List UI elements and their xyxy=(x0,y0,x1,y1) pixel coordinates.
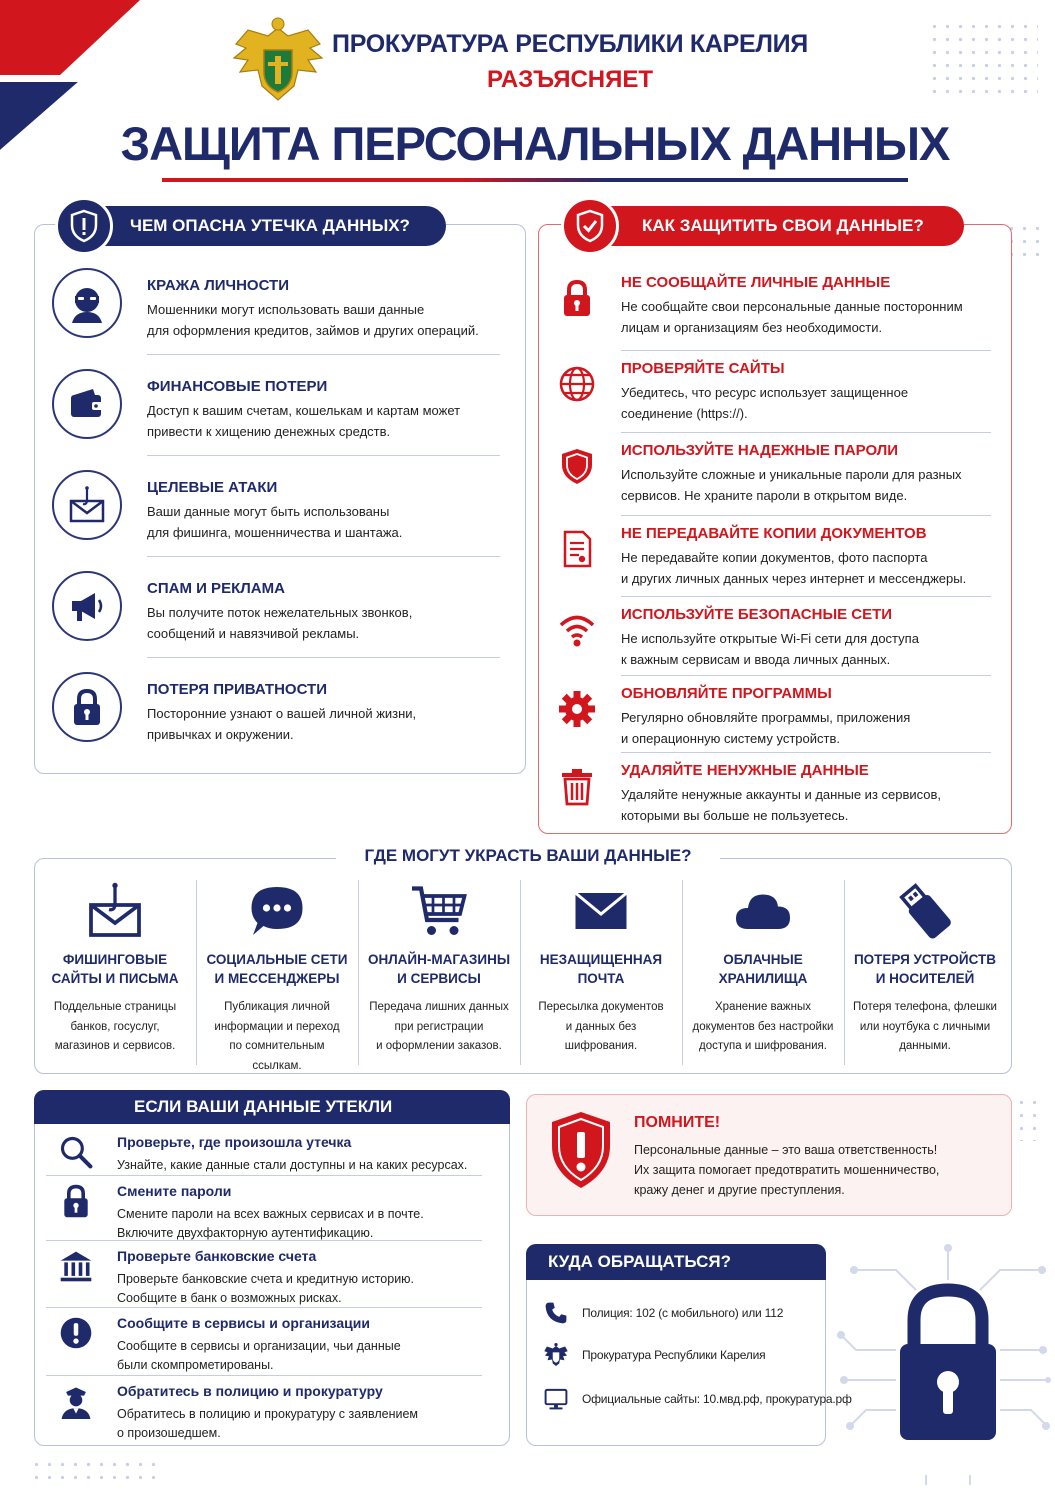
divider xyxy=(621,675,991,676)
item-text: Посторонние узнают о вашей личной жизни, привычках и окружении. xyxy=(147,706,417,742)
where-item xyxy=(844,880,1006,1057)
header-subtitle: РАЗЪЯСНЯЕТ xyxy=(486,66,654,93)
item-text: Не сообщайте свои персональные данные посторонним лицам и организациям без необходимости. xyxy=(621,299,963,335)
divider xyxy=(358,880,359,1065)
contact-icon xyxy=(543,1386,569,1412)
item-heading: Обратитесь в полицию и прокуратуру xyxy=(117,1383,383,1399)
item-text: Сообщите в сервисы и организации, чьи данные были скомпрометированы. xyxy=(117,1339,401,1372)
item-text: Используйте сложные и уникальные пароли для разных сервисов. Не храните пароли в открытом виде. xyxy=(621,467,962,503)
divider xyxy=(196,880,197,1065)
wifi-icon xyxy=(557,610,597,650)
title-underline xyxy=(162,178,908,182)
leak-icon xyxy=(58,1315,94,1351)
item-heading: Проверьте, где произошла утечка xyxy=(117,1134,352,1150)
thief-icon xyxy=(67,283,107,323)
protect-item xyxy=(621,606,1001,670)
leak-item xyxy=(117,1315,497,1375)
item-text: Смените пароли на всех важных сервисах и в почте. Включите двухфакторную аутентификацию. xyxy=(117,1207,424,1240)
megaphone-icon xyxy=(67,586,107,626)
protect-icon xyxy=(557,529,597,569)
leak-item xyxy=(117,1134,497,1175)
where-icon xyxy=(520,880,682,942)
leak-header: ЕСЛИ ВАШИ ДАННЫЕ УТЕКЛИ xyxy=(34,1090,510,1124)
contact-icon xyxy=(543,1300,569,1326)
where-title: ГДЕ МОГУТ УКРАСТЬ ВАШИ ДАННЫЕ? xyxy=(336,846,720,866)
danger-icon-badge xyxy=(52,470,122,540)
danger-item xyxy=(147,681,507,745)
contact-text: Полиция: 102 (с мобильного) или 112 xyxy=(582,1306,784,1320)
protect-item xyxy=(621,442,1001,506)
divider xyxy=(46,1240,482,1241)
divider xyxy=(621,432,991,433)
item-text: Удаляйте ненужные аккаунты и данные из сервисов, которыми вы больше не пользуетесь. xyxy=(621,787,942,823)
where-icon xyxy=(844,880,1006,942)
cloud-icon xyxy=(733,881,793,941)
contact-icon xyxy=(543,1342,569,1368)
protect-item xyxy=(621,360,1001,424)
cart-icon xyxy=(409,881,469,941)
item-heading: ФИНАНСОВЫЕ ПОТЕРИ xyxy=(147,378,328,395)
contacts-header: КУДА ОБРАЩАТЬСЯ? xyxy=(526,1244,826,1280)
danger-icon-badge xyxy=(52,571,122,641)
danger-item xyxy=(147,378,507,442)
protect-badge xyxy=(561,197,619,255)
dot-pattern xyxy=(928,20,1038,95)
item-heading: ПОТЕРЯ УСТРОЙСТВ И НОСИТЕЛЕЙ xyxy=(853,952,997,986)
lock-icon xyxy=(67,687,107,727)
item-heading: ФИШИНГОВЫЕ САЙТЫ И ПИСЬМА xyxy=(51,952,179,986)
police-officer-icon xyxy=(58,1383,94,1419)
prosecutor-emblem-icon xyxy=(228,14,328,114)
item-heading: Сообщите в сервисы и организации xyxy=(117,1315,370,1331)
divider xyxy=(520,880,521,1065)
item-text: Обратитесь в полицию и прокуратуру с заявлением о произошедшем. xyxy=(117,1407,419,1440)
divider xyxy=(621,752,991,753)
item-heading: ИСПОЛЬЗУЙТЕ НАДЕЖНЫЕ ПАРОЛИ xyxy=(621,442,899,459)
protect-icon xyxy=(557,278,597,318)
item-heading: ПОТЕРЯ ПРИВАТНОСТИ xyxy=(147,681,327,698)
where-item xyxy=(682,880,844,1057)
leak-item xyxy=(117,1383,497,1443)
divider xyxy=(844,880,845,1065)
where-icon xyxy=(358,880,520,942)
item-text: Убедитесь, что ресурс использует защищенное соединение (https://). xyxy=(621,385,909,421)
danger-icon-badge xyxy=(52,672,122,742)
divider xyxy=(147,556,500,557)
chat-bubble-icon xyxy=(247,881,307,941)
item-text: Доступ к вашим счетам, кошелькам и картам может привести к хищению денежных средств. xyxy=(147,403,461,439)
item-text: Ваши данные могут быть использованы для фишинга, мошенничества и шантажа. xyxy=(147,504,403,540)
item-heading: НЕ СООБЩАЙТЕ ЛИЧНЫЕ ДАННЫЕ xyxy=(621,274,891,291)
contact-text: Официальные сайты: 10.мвд.рф, прокуратура.рф xyxy=(582,1392,852,1406)
divider xyxy=(147,455,500,456)
leak-item xyxy=(117,1248,497,1308)
envelope-icon xyxy=(571,881,631,941)
danger-item xyxy=(147,479,507,543)
remember-text: Персональные данные – это ваша ответственность! Их защита помогает предотвратить мошенничество, кражу денег и другие преступления. xyxy=(634,1143,940,1197)
lock-icon xyxy=(557,278,597,318)
remember-title: ПОМНИТЕ! xyxy=(634,1114,721,1131)
corner-stripes xyxy=(0,0,140,150)
bank-icon xyxy=(58,1248,94,1284)
item-text: Мошенники могут использовать ваши данные для оформления кредитов, займов и других операций. xyxy=(147,302,479,338)
dot-pattern xyxy=(30,1458,160,1486)
item-heading: СПАМ И РЕКЛАМА xyxy=(147,580,285,597)
divider xyxy=(147,657,500,658)
leak-icon xyxy=(58,1383,94,1419)
item-heading: УДАЛЯЙТЕ НЕНУЖНЫЕ ДАННЫЕ xyxy=(621,762,869,779)
organization-name: ПРОКУРАТУРА РЕСПУБЛИКИ КАРЕЛИЯ xyxy=(332,30,808,58)
item-text: Узнайте, какие данные стали доступны и на каких ресурсах. xyxy=(117,1158,468,1172)
divider xyxy=(621,596,991,597)
leak-icon xyxy=(58,1248,94,1284)
item-text: Публикация личной информации и переход по сомнительным ссылкам. xyxy=(214,1001,340,1072)
item-heading: Проверьте банковские счета xyxy=(117,1248,317,1264)
leak-item xyxy=(117,1183,497,1243)
contact-text: Прокуратура Республики Карелия xyxy=(582,1348,766,1362)
alert-icon xyxy=(58,1315,94,1351)
protect-item xyxy=(621,685,1001,749)
divider xyxy=(621,350,991,351)
computer-icon xyxy=(543,1386,569,1412)
shield-alert-icon xyxy=(548,1110,614,1190)
divider xyxy=(46,1307,482,1308)
leak-icon xyxy=(58,1183,94,1219)
globe-icon xyxy=(557,364,597,404)
divider xyxy=(621,515,991,516)
divider xyxy=(46,1375,482,1376)
item-text: Вы получите поток нежелательных звонков, сообщений и навязчивой рекламы. xyxy=(147,605,413,641)
where-item xyxy=(358,880,520,1057)
where-item xyxy=(34,880,196,1057)
protect-header: КАК ЗАЩИТИТЬ СВОИ ДАННЫЕ? xyxy=(590,206,964,246)
emblem-icon xyxy=(543,1342,569,1368)
page-title: ЗАЩИТА ПЕРСОНАЛЬНЫХ ДАННЫХ xyxy=(120,117,950,170)
item-text: Поддельные страницы банков, госуслуг, магазинов и сервисов. xyxy=(53,1001,177,1052)
item-heading: ОБЛАЧНЫЕ ХРАНИЛИЩА xyxy=(718,952,808,986)
item-text: Потеря телефона, флешки или ноутбука с личными данными. xyxy=(853,1001,997,1052)
protect-item xyxy=(621,762,1001,826)
protect-icon xyxy=(557,446,597,486)
item-heading: ЦЕЛЕВЫЕ АТАКИ xyxy=(147,479,278,496)
danger-item xyxy=(147,580,507,644)
danger-badge xyxy=(55,197,113,255)
item-text: Проверьте банковские счета и кредитную историю. Сообщите в банк о возможных рисках. xyxy=(117,1272,415,1305)
phishing-mail-icon xyxy=(67,485,107,525)
item-heading: ИСПОЛЬЗУЙТЕ БЕЗОПАСНЫЕ СЕТИ xyxy=(621,606,893,623)
where-icon xyxy=(682,880,844,942)
danger-header: ЧЕМ ОПАСНА УТЕЧКА ДАННЫХ? xyxy=(86,206,446,246)
danger-item xyxy=(147,277,507,341)
protect-icon xyxy=(557,689,597,729)
item-text: Не используйте открытые Wi-Fi сети для доступа к важным сервисам и ввода личных данных. xyxy=(621,631,919,667)
phone-icon xyxy=(543,1300,569,1326)
shield-icon xyxy=(557,446,597,486)
protect-icon xyxy=(557,766,597,806)
shield-check-icon xyxy=(575,209,605,243)
item-heading: НЕЗАЩИЩЕННАЯ ПОЧТА xyxy=(539,952,663,986)
item-text: Пересылка документов и данных без шифрования. xyxy=(538,1001,664,1052)
circuit-lock-icon xyxy=(836,1240,1051,1485)
divider xyxy=(147,354,500,355)
divider xyxy=(682,880,683,1065)
item-heading: НЕ ПЕРЕДАВАЙТЕ КОПИИ ДОКУМЕНТОВ xyxy=(621,525,927,542)
gear-icon xyxy=(557,689,597,729)
where-icon xyxy=(196,880,358,942)
shield-alert-icon xyxy=(69,209,99,243)
protect-icon xyxy=(557,364,597,404)
leak-icon xyxy=(58,1134,94,1170)
item-heading: ОНЛАЙН-МАГАЗИНЫ И СЕРВИСЫ xyxy=(367,952,511,986)
item-text: Хранение важных документов без настройки доступа и шифрования. xyxy=(692,1001,834,1052)
wallet-icon xyxy=(67,384,107,424)
protect-item xyxy=(621,274,1001,338)
where-item xyxy=(520,880,682,1057)
item-heading: ПРОВЕРЯЙТЕ САЙТЫ xyxy=(621,360,785,377)
document-icon xyxy=(557,529,597,569)
item-text: Передача лишних данных при регистрации и оформлении заказов. xyxy=(369,1001,509,1052)
usb-drive-icon xyxy=(895,881,955,941)
item-heading: Смените пароли xyxy=(117,1183,232,1199)
item-heading: СОЦИАЛЬНЫЕ СЕТИ И МЕССЕНДЖЕРЫ xyxy=(206,952,348,986)
danger-icon-badge xyxy=(52,369,122,439)
item-text: Не передавайте копии документов, фото паспорта и других личных данных через интернет и мессенджеры. xyxy=(621,550,967,586)
where-icon xyxy=(34,880,196,942)
item-text: Регулярно обновляйте программы, приложения и операционную систему устройств. xyxy=(621,710,911,746)
item-heading: ОБНОВЛЯЙТЕ ПРОГРАММЫ xyxy=(621,685,832,702)
lock-icon xyxy=(58,1183,94,1219)
protect-item xyxy=(621,525,1001,589)
where-item xyxy=(196,880,358,1076)
danger-icon-badge xyxy=(52,268,122,338)
trash-icon xyxy=(557,766,597,806)
item-heading: КРАЖА ЛИЧНОСТИ xyxy=(147,277,289,294)
divider xyxy=(46,1175,482,1176)
phishing-mail-icon xyxy=(85,881,145,941)
search-icon xyxy=(58,1134,94,1170)
protect-icon xyxy=(557,610,597,650)
